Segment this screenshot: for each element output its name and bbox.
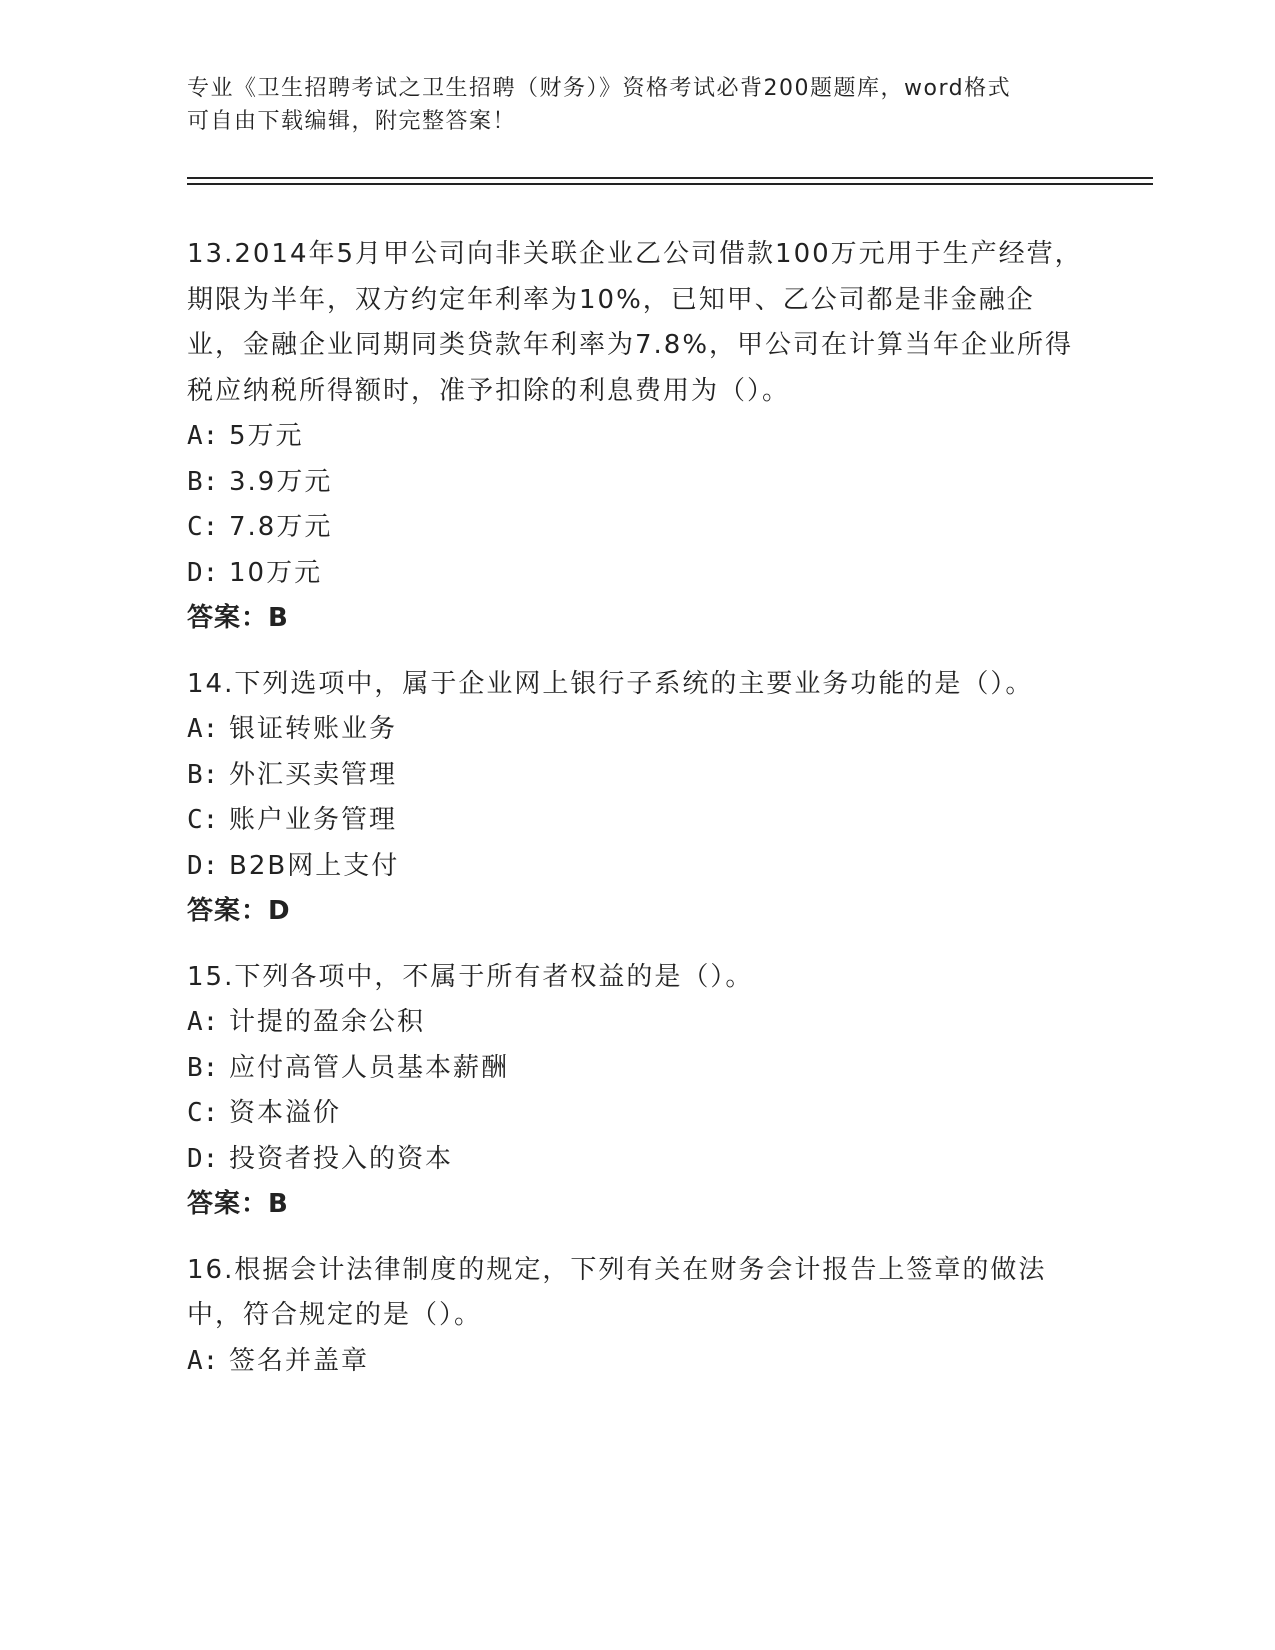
option-text: 7.8万元 [229,512,333,542]
header-divider-bottom [187,183,1153,185]
option-d [187,844,1087,890]
header-divider-top [187,177,1153,179]
option-text: 投资者投入的资本 [229,1143,454,1174]
option-letter: B: [187,466,219,497]
option-letter: D: [187,850,219,881]
question-13 [187,232,1087,642]
option-text: 计提的盈余公积 [229,1007,426,1037]
answer: 答案：B [187,603,289,633]
option-text: 资本溢价 [229,1098,342,1128]
option-letter: A: [187,714,219,744]
option-letter: C: [187,512,219,542]
question-text: 14.下列选项中，属于企业网上银行子系统的主要业务功能的是（）。 [187,668,1034,699]
option-d [187,1137,1087,1183]
option-c [187,1091,1087,1137]
answer: 答案：B [187,1189,289,1219]
option-d [187,551,1087,597]
option-letter: B: [187,1052,219,1083]
option-letter: A: [187,1007,219,1037]
option-letter: D: [187,557,219,588]
option-b [187,1046,1087,1092]
option-b [187,753,1087,799]
option-b [187,460,1087,506]
option-text: 5万元 [229,421,304,451]
option-letter: B: [187,759,219,790]
option-a [187,1339,1087,1385]
option-text: 银证转账业务 [229,714,398,744]
answer: 答案：D [187,896,291,926]
option-letter: A: [187,1345,219,1376]
document-header [187,72,1077,138]
option-text: 签名并盖章 [229,1345,370,1376]
question-14 [187,662,1087,935]
option-letter: A: [187,421,219,451]
option-text: 3.9万元 [229,466,333,497]
question-text: 13.2014年5月甲公司向非关联企业乙公司借款100万元用于生产经营，期限为半年，双方约定年利率为10%，已知甲、乙公司都是非金融企业，金融企业同期同类贷款年利率为7.8%，甲公司在计算当年企业所得税应纳税所得额时，准予扣除的利息费用为（）。 [187,239,1083,406]
option-c [187,798,1087,844]
question-text: 15.下列各项中，不属于所有者权益的是（）。 [187,961,754,992]
option-letter: D: [187,1143,219,1174]
option-a [187,707,1087,753]
question-15 [187,955,1087,1228]
question-list [187,232,1087,1404]
option-text: B2B网上支付 [229,850,400,881]
option-letter: C: [187,1098,219,1128]
question-16 [187,1248,1087,1385]
question-text: 16.根据会计法律制度的规定，下列有关在财务会计报告上签章的做法中，符合规定的是（）。 [187,1254,1047,1330]
option-text: 账户业务管理 [229,805,398,835]
option-c [187,505,1087,551]
option-text: 外汇买卖管理 [229,759,398,790]
header-line-2: 可自由下载编辑，附完整答案！ [187,109,517,134]
option-text: 10万元 [229,557,323,588]
option-a [187,414,1087,460]
header-line-1: 专业《卫生招聘考试之卫生招聘（财务）》资格考试必背200题题库，word格式 [187,76,1012,101]
option-letter: C: [187,805,219,835]
option-a [187,1000,1087,1046]
option-text: 应付高管人员基本薪酬 [229,1052,510,1083]
